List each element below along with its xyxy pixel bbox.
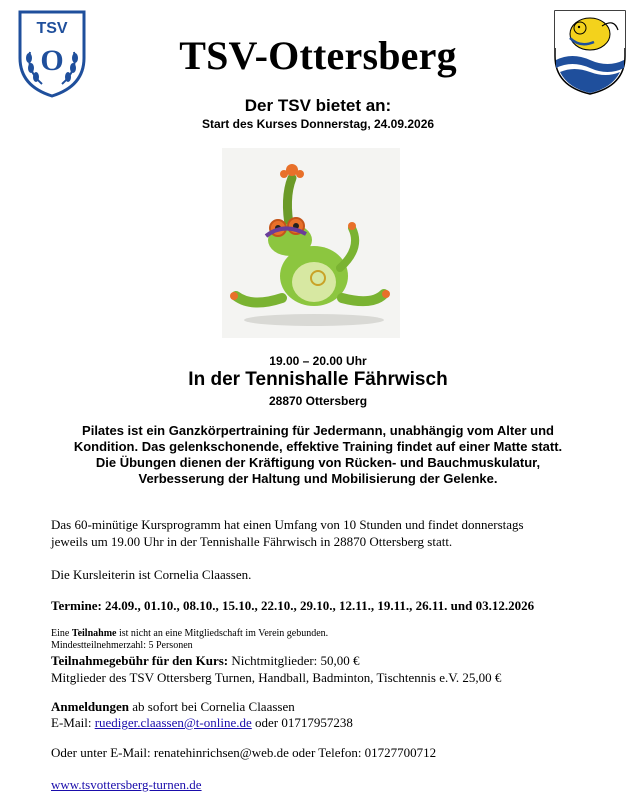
registration [51,699,621,715]
intro-line: Verbesserung der Haltung und Mobilisierung der Gelenke. [138,471,498,486]
alternate-contact: Oder unter E-Mail: renatehinrichsen@web.de oder Telefon: 01727700712 [51,745,437,760]
svg-text:TSV: TSV [36,20,68,37]
page-title: TSV-Ottersberg [179,33,457,78]
email-label: E-Mail: [51,715,92,730]
description-line: jeweils um 19.00 Uhr in der Tennishalle Fährwisch in 28870 Ottersberg statt. [51,534,453,549]
offer-headline: Der TSV bietet an: [244,96,392,115]
course-leader: Die Kursleiterin ist Cornelia Claassen. [51,567,252,582]
fee-value: Nichtmitglieder: 50,00 € [231,653,360,668]
note-prefix: Eine [51,628,70,639]
min-participants: Mindestteilnehmerzahl: 5 Personen [51,640,193,651]
course-fee [51,653,621,669]
website-link[interactable]: www.tsvottersberg-turnen.de [51,777,202,792]
phone-text: oder 01717957238 [255,715,353,730]
intro-line: Die Übungen dienen der Kräftigung von Rücken- und Bauchmuskulatur, [95,455,541,470]
course-start: Start des Kurses Donnerstag, 24.09.2026 [201,117,435,131]
registration-text: ab sofort bei Cornelia Claassen [132,699,295,714]
note-rest: ist nicht an eine Mitgliedschaft im Verein gebunden. [118,628,329,639]
dates-value: 24.09., 01.10., 08.10., 15.10., 22.10., 29.10., 12.11., 19.11., 26.11. und 03.12.2026 [105,598,535,613]
intro-line: Kondition. Das gelenkschonende, effektive Training findet auf einer Matte statt. [73,439,563,454]
course-venue: In der Tennishalle Fährwisch [188,369,448,390]
description-line: Das 60-minütige Kursprogramm hat einen Umfang von 10 Stunden und findet donnerstags [51,517,524,532]
fee-label: Teilnahmegebühr für den Kurs: [51,653,229,668]
svg-text:O: O [40,44,64,77]
members-fee: Mitglieder des TSV Ottersberg Turnen, Handball, Badminton, Tischtennis e.V. 25,00 € [51,670,502,685]
membership-note [51,628,621,639]
email-link[interactable]: ruediger.claassen@t-online.de [94,715,252,730]
dates-label: Termine: [51,598,102,613]
frog-yoga-photo [222,148,400,338]
course-city: 28870 Ottersberg [268,394,368,408]
course-dates [51,598,621,614]
registration-label: Anmeldungen [51,699,130,714]
intro-text [0,423,636,487]
course-time: 19.00 – 20.00 Uhr [269,354,367,368]
note-bold: Teilnahme [71,628,117,639]
website-link-row [51,777,621,793]
intro-line: Pilates ist ein Ganzkörpertraining für Jedermann, unabhängig vom Alter und [82,423,554,438]
contact-email [51,715,621,731]
course-description [51,516,621,550]
